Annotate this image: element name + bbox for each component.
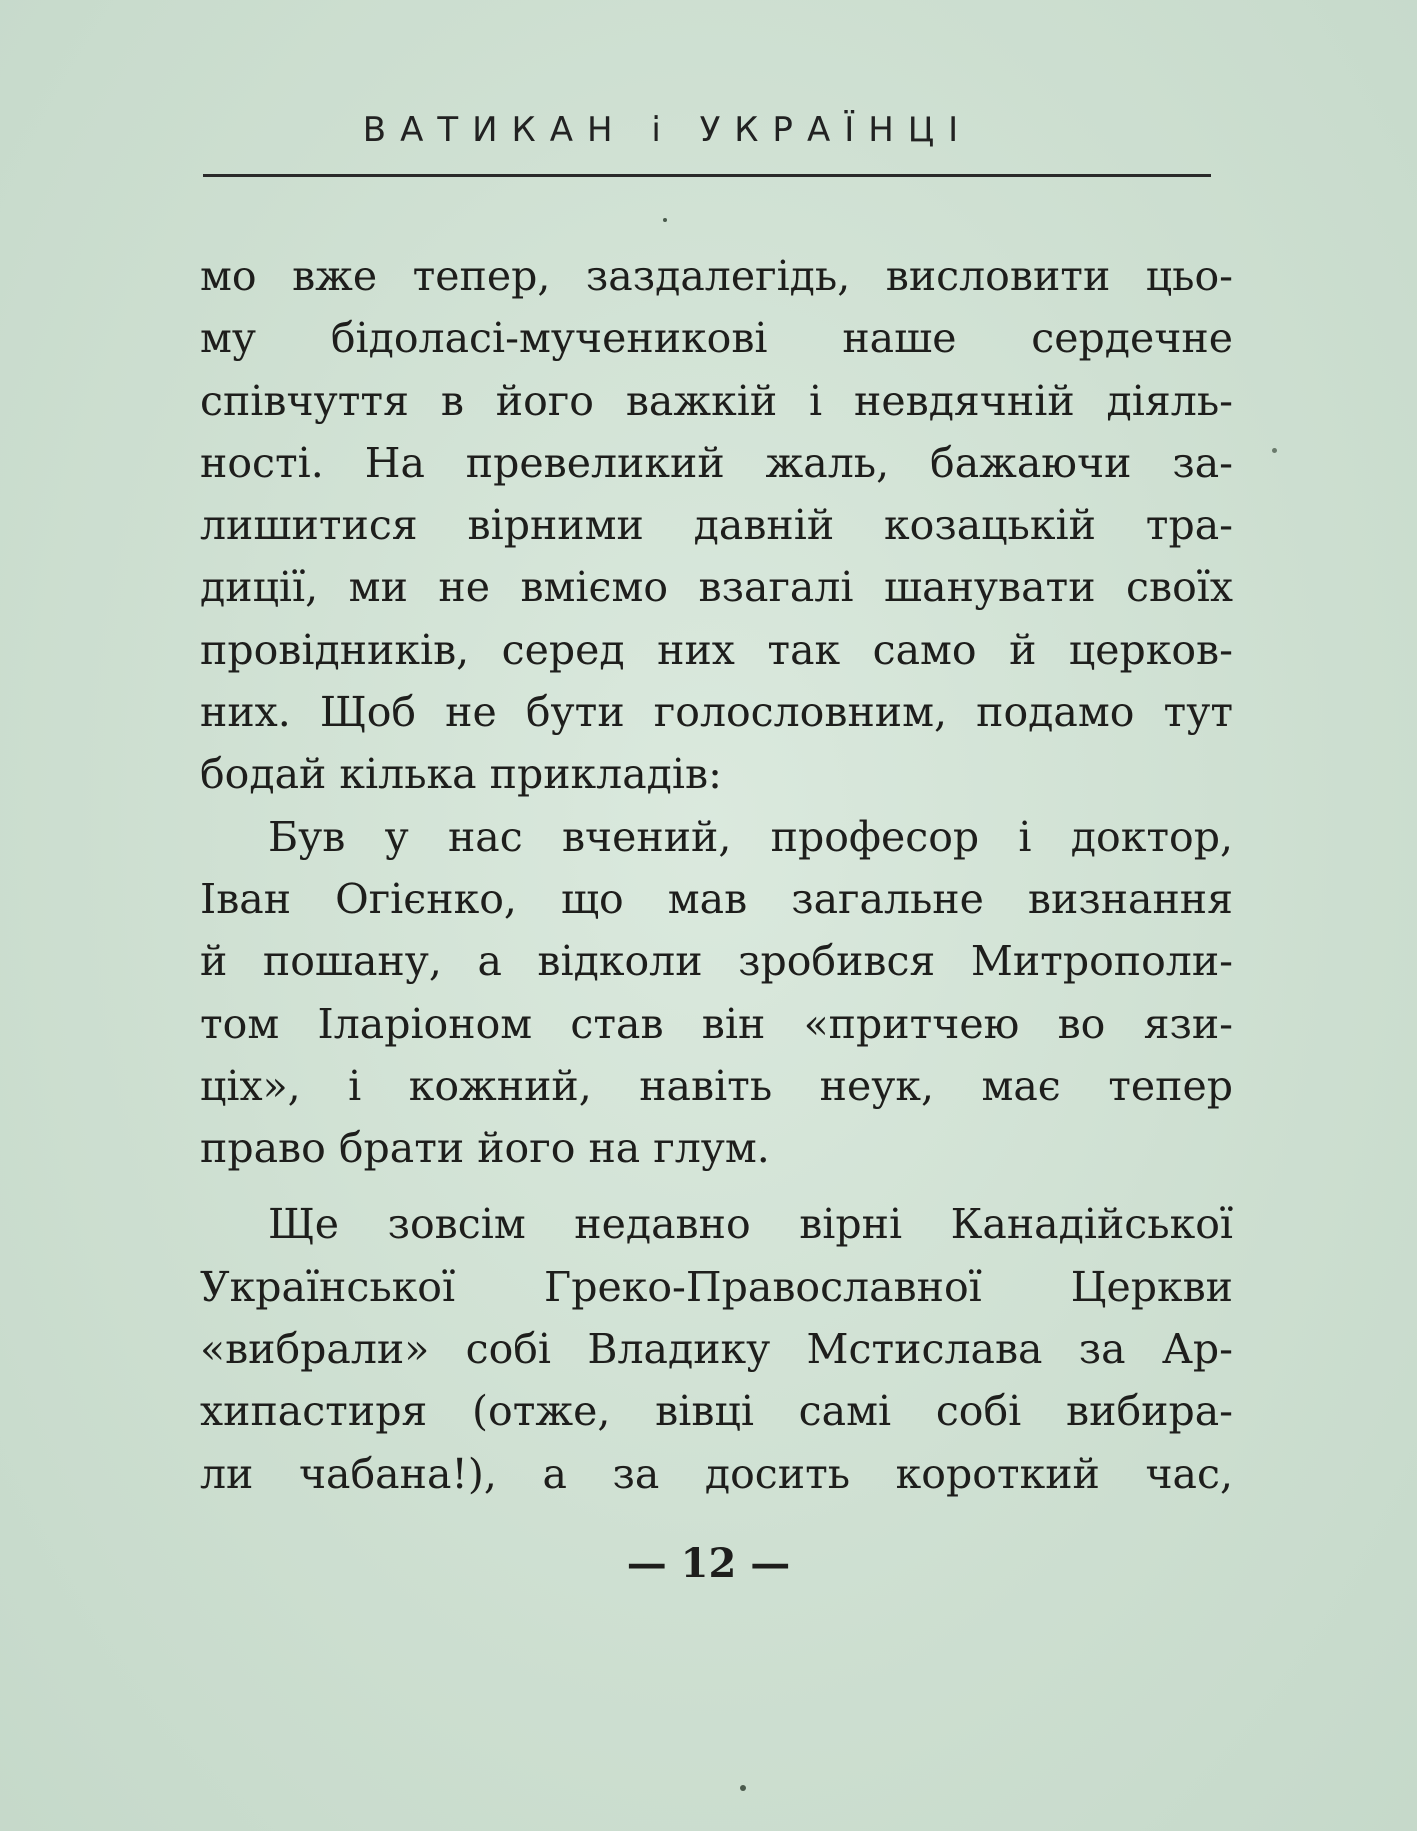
page-number: — 12 — <box>626 1540 791 1587</box>
text-line: право брати його на глум. <box>200 1124 770 1173</box>
text-line: ності. На превеликий жаль, бажаючи за- <box>200 438 1233 487</box>
header-rule <box>203 174 1211 177</box>
text-line: провідників, серед них так само й церков- <box>200 625 1233 674</box>
text-line: Іван Огієнко, що мав загальне визнання <box>200 874 1233 923</box>
text-line: Був у нас вчений, професор і доктор, <box>268 812 1233 861</box>
text-line: бодай кілька прикладів: <box>200 750 722 799</box>
text-line: му бідоласі-мученикові наше сердечне <box>200 314 1233 363</box>
text-line: ціх», і кожний, навіть неук, має тепер <box>200 1061 1233 1110</box>
text-line: «вибрали» собі Владику Мстислава за Ар- <box>200 1325 1233 1374</box>
body-text <box>200 245 1233 1505</box>
text-line: них. Щоб не бути голословним, подамо тут <box>200 688 1233 737</box>
running-head-text: ВАТИКАН і УКРАЇНЦІ <box>362 110 973 150</box>
text-line: Української Греко-Православної Церкви <box>200 1262 1233 1311</box>
paper-speck <box>663 218 667 222</box>
paper-speck <box>740 1785 746 1791</box>
running-head <box>205 110 1210 174</box>
text-line: хипастиря (отже, вівці самі собі вибира- <box>200 1387 1233 1436</box>
text-line: диції, ми не вміємо взагалі шанувати своїх <box>200 563 1233 612</box>
paper-speck <box>1272 448 1277 453</box>
text-line: Ще зовсім недавно вірні Канадійської <box>268 1200 1233 1249</box>
text-line: співчуття в його важкій і невдячній діяль- <box>200 376 1233 425</box>
text-line: ли чабана!), а за досить короткий час, <box>200 1449 1233 1498</box>
text-line: лишитися вірними давній козацькій тра- <box>200 501 1233 550</box>
text-line: й пошану, а відколи зробився Митрополи- <box>200 937 1233 986</box>
text-line: мо вже тепер, заздалегідь, висловити цьо- <box>200 252 1233 300</box>
text-line: том Іларіоном став він «притчею во язи- <box>200 999 1233 1048</box>
